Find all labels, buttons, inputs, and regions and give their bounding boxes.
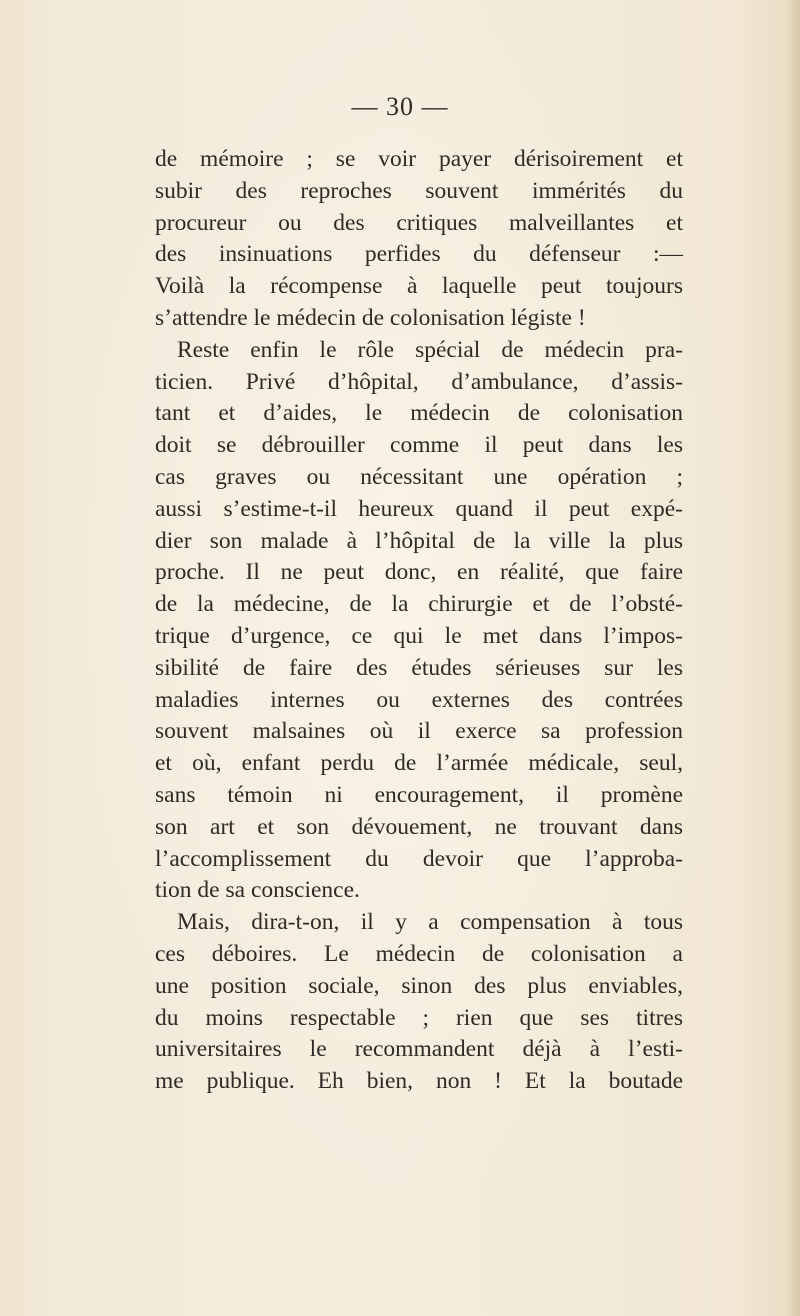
text-line: maladies internes ou externes des contrées <box>155 686 683 713</box>
text-line: me publique. Eh bien, non ! Et la boutade <box>155 1068 683 1095</box>
page-number: — 30 — <box>351 92 449 121</box>
text-line: et où, enfant perdu de l’armée médicale, seul, <box>155 750 683 777</box>
text-line: tion de sa conscience. <box>155 877 360 904</box>
text-line: de la médecine, de la chirurgie et de l’obsté- <box>155 591 683 618</box>
text-line: tant et d’aides, le médecin de colonisation <box>155 400 683 427</box>
text-line: aussi s’estime-t-il heureux quand il peut expé- <box>155 495 683 522</box>
text-line: de mémoire ; se voir payer dérisoirement et <box>155 146 683 172</box>
text-line: l’accomplissement du devoir que l’approba- <box>155 845 683 872</box>
page-edge-shadow <box>786 0 800 1316</box>
text-line: souvent malsaines où il exerce sa profession <box>155 718 683 745</box>
text-line: s’attendre le médecin de colonisation légiste ! <box>155 304 586 331</box>
text-line: dier son malade à l’hôpital de la ville la plus <box>155 527 683 554</box>
text-line: ces déboires. Le médecin de colonisation a <box>155 940 683 967</box>
text-line: une position sociale, sinon des plus enviables, <box>155 972 683 999</box>
text-line: trique d’urgence, ce qui le met dans l’impos- <box>155 622 683 649</box>
text-line: Voilà la récompense à laquelle peut toujours <box>155 273 683 300</box>
text-line: son art et son dévouement, ne trouvant dans <box>155 813 683 840</box>
text-line: sans témoin ni encouragement, il promène <box>155 781 683 808</box>
text-line: sibilité de faire des études sérieuses sur les <box>155 654 683 681</box>
text-line: proche. Il ne peut donc, en réalité, que faire <box>155 559 683 586</box>
text-line: subir des reproches souvent immérités du <box>155 177 683 204</box>
text-line: universitaires le recommandent déjà à l’esti- <box>155 1036 683 1063</box>
text-line: cas graves ou nécessitant une opération ; <box>155 463 683 490</box>
text-line: Reste enfin le rôle spécial de médecin pra- <box>177 336 683 363</box>
text-line: ticien. Privé d’hôpital, d’ambulance, d’assis- <box>155 368 683 395</box>
body-text <box>155 144 683 1098</box>
text-line: du moins respectable ; rien que ses titres <box>155 1004 683 1031</box>
text-line: des insinuations perfides du défenseur :— <box>155 241 683 268</box>
text-line: Mais, dira-t-on, il y a compensation à tous <box>177 909 683 936</box>
text-line: doit se débrouiller comme il peut dans les <box>155 432 683 459</box>
text-line: procureur ou des critiques malveillantes et <box>155 209 683 236</box>
